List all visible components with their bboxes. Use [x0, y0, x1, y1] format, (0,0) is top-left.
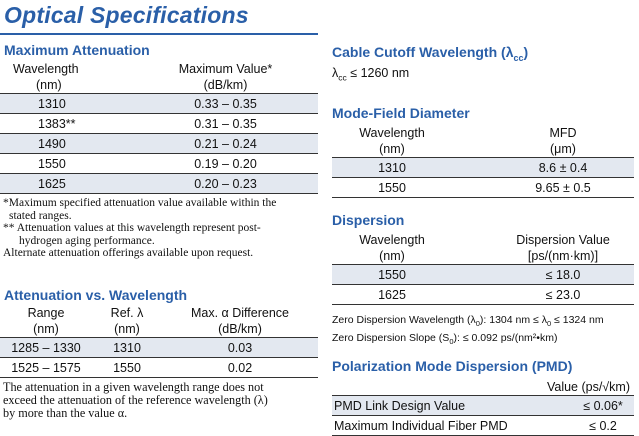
cell: Maximum Individual Fiber PMD [332, 416, 532, 436]
cell: 9.65 ± 0.5 [452, 178, 634, 198]
header-cell: Maximum Value* [178, 62, 273, 76]
pmd-heading: Polarization Mode Dispersion (PMD) [332, 358, 573, 374]
cell: 1310 [332, 158, 452, 178]
cutoff-heading-sub: cc [513, 52, 524, 63]
cell: ≤ 0.2 [532, 416, 634, 436]
cell: PMD Link Design Value [332, 396, 532, 416]
lambda-sub: cc [338, 72, 347, 83]
cell: 0.21 – 0.24 [113, 134, 318, 154]
header-cell: (dB/km) [162, 321, 318, 338]
zds-sub: 0 [449, 337, 454, 347]
cutoff-value-text: ≤ 1260 nm [350, 66, 410, 80]
cell: 1625 [0, 174, 113, 194]
cell: 1383** [0, 114, 113, 134]
cell: 1550 [332, 265, 452, 285]
table-row [332, 285, 634, 305]
table-row [0, 154, 318, 174]
para-line: exceed the attenuation of the reference wavelength (λ) [3, 393, 268, 407]
zero-dispersion-slope [332, 332, 557, 346]
dispersion-heading: Dispersion [332, 212, 405, 228]
header-cell: Value (ps/√km) [532, 379, 634, 396]
dispersion-table [332, 232, 634, 305]
cell: 1490 [0, 134, 113, 154]
table-row [0, 134, 318, 154]
cell: 0.33 – 0.35 [113, 94, 318, 114]
max-atten-table [0, 61, 318, 194]
lambda-symbol: λ [332, 66, 339, 80]
zdw-text: ≤ 1324 nm [551, 314, 604, 326]
cutoff-heading-text: Cable Cutoff Wavelength (λ [332, 44, 514, 60]
cell: 1625 [332, 285, 452, 305]
cell: 1310 [0, 94, 113, 114]
cell: ≤ 23.0 [452, 285, 634, 305]
header-cell: (dB/km) [113, 77, 318, 94]
header-cell: (nm) [0, 77, 113, 94]
table-row [0, 174, 318, 194]
table-row [332, 265, 634, 285]
cell: 0.31 – 0.35 [113, 114, 318, 134]
zds-text: ): ≤ 0.092 ps/(nm²•km) [453, 332, 558, 344]
table-row [332, 158, 634, 178]
cell: 1550 [92, 358, 162, 378]
header-cell: Wavelength [13, 62, 79, 76]
cell: 8.6 ± 0.4 [452, 158, 634, 178]
header-cell: Max. α Difference [190, 306, 289, 320]
mfd-table [332, 125, 634, 198]
title-rule [0, 33, 318, 35]
note-line: stated ranges. [9, 209, 72, 222]
pmd-table [332, 379, 634, 436]
header-cell-empty [332, 379, 532, 396]
zero-dispersion-wavelength [332, 314, 604, 328]
header-cell: Dispersion Value [516, 233, 610, 247]
atten-vs-wl-heading: Attenuation vs. Wavelength [4, 287, 188, 303]
cell: 0.02 [162, 358, 318, 378]
note-line: *Maximum specified attenuation value available within the [3, 197, 277, 209]
header-cell: Ref. λ [110, 306, 144, 320]
cell: 1550 [332, 178, 452, 198]
note-line: Alternate attenuation offerings available upon request. [3, 247, 254, 259]
cutoff-heading [332, 44, 528, 63]
mfd-heading: Mode-Field Diameter [332, 105, 470, 121]
zdw-text: ): 1304 nm ≤ λ [479, 314, 547, 326]
table-row [332, 396, 634, 416]
header-cell: Range [27, 306, 65, 320]
table-row [0, 114, 318, 134]
cell: ≤ 0.06* [532, 396, 634, 416]
page-title: Optical Specifications [4, 2, 249, 28]
table-row [0, 358, 318, 378]
cell: 1310 [92, 338, 162, 358]
max-atten-heading: Maximum Attenuation [4, 42, 150, 58]
header-cell: (nm) [0, 321, 92, 338]
cell: ≤ 18.0 [452, 265, 634, 285]
table-row [0, 94, 318, 114]
header-cell: (nm) [332, 248, 452, 265]
atten-vs-wl-paragraph [3, 381, 319, 420]
cell: 0.03 [162, 338, 318, 358]
para-line: The attenuation in a given wavelength range does not [3, 380, 264, 394]
max-atten-notes [3, 197, 319, 260]
cell: 1550 [0, 154, 113, 174]
zdw-sub: 0 [475, 319, 480, 329]
header-cell: Wavelength [359, 233, 425, 247]
cutoff-value [332, 66, 409, 83]
header-cell: (nm) [332, 141, 452, 158]
header-cell: (μm) [452, 141, 634, 158]
zds-text: Zero Dispersion Slope (S [332, 332, 450, 344]
header-cell: Wavelength [359, 126, 425, 140]
zdw-text: Zero Dispersion Wavelength (λ [332, 314, 476, 326]
cell: 0.19 – 0.20 [113, 154, 318, 174]
cell: 0.20 – 0.23 [113, 174, 318, 194]
table-row [0, 338, 318, 358]
para-line: by more than the value α. [3, 406, 128, 420]
table-row [332, 416, 634, 436]
atten-vs-wl-table [0, 305, 318, 378]
header-cell: (nm) [92, 321, 162, 338]
note-line: ** Attenuation values at this wavelength represent post- [3, 222, 261, 234]
header-cell: [ps/(nm·km)] [452, 248, 634, 265]
header-cell: MFD [549, 126, 577, 140]
cutoff-heading-end: ) [523, 44, 529, 60]
table-row [332, 178, 634, 198]
cell: 1525 – 1575 [0, 358, 92, 378]
zdw-sub: 0 [546, 319, 552, 329]
note-line: hydrogen aging performance. [19, 234, 155, 247]
cell: 1285 – 1330 [0, 338, 92, 358]
